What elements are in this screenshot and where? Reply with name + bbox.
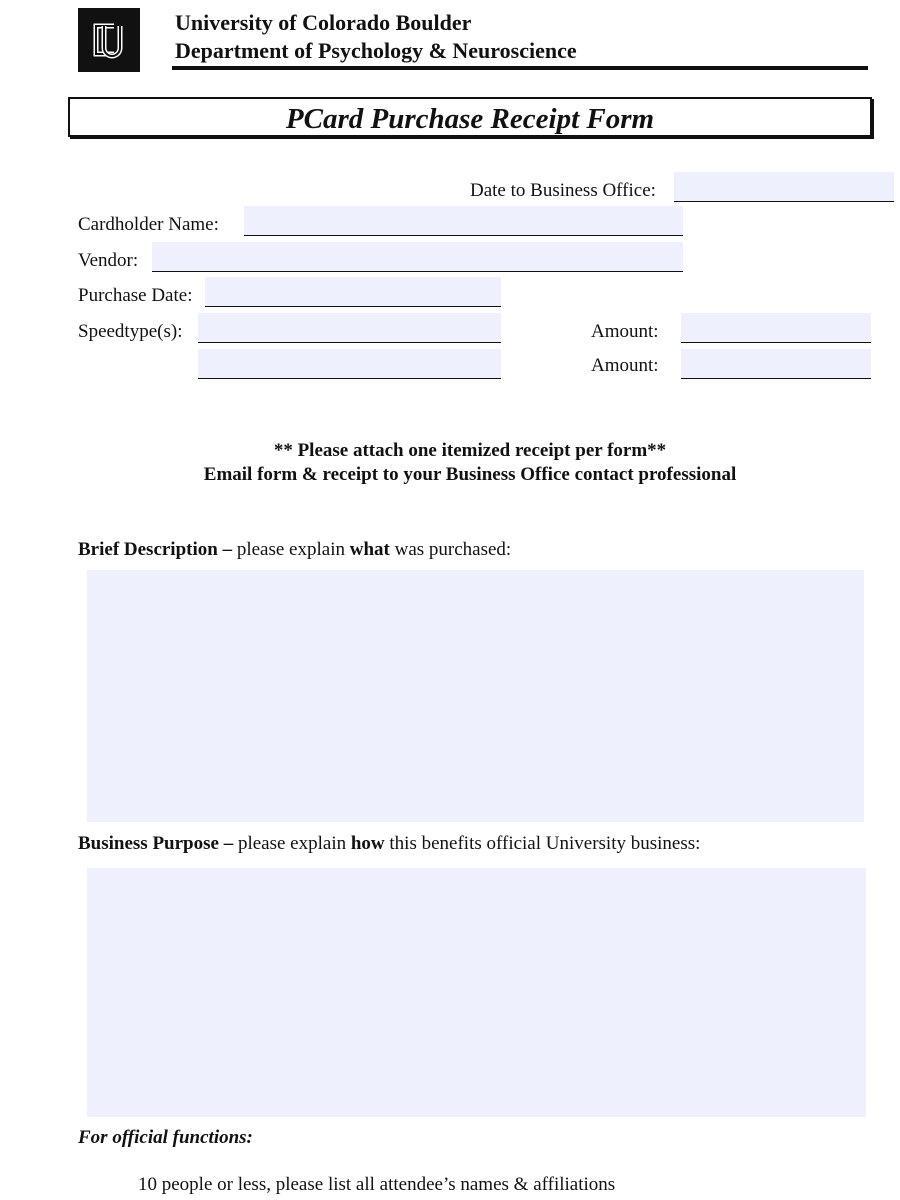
date-to-business-office-label: Date to Business Office:: [470, 180, 656, 201]
vendor-input[interactable]: [152, 242, 683, 272]
business-purpose-text-before: please explain: [237, 833, 351, 854]
cardholder-name-input[interactable]: [244, 206, 683, 236]
speedtype-input-2[interactable]: [198, 349, 501, 379]
university-name: University of Colorado Boulder: [175, 10, 472, 35]
official-functions-heading: For official functions:: [78, 1127, 253, 1148]
attach-receipt-notice: ** Please attach one itemized receipt per form**: [273, 440, 667, 461]
cu-logo: [78, 8, 140, 72]
brief-description-dash: –: [217, 539, 237, 560]
form-title: PCard Purchase Receipt Form: [285, 103, 655, 135]
amount-label-1: Amount:: [591, 321, 659, 342]
brief-description-textarea[interactable]: [87, 570, 864, 822]
speedtypes-label: Speedtype(s):: [78, 321, 183, 342]
form-title-box: [68, 97, 872, 137]
brief-description-emphasis: what: [349, 539, 390, 560]
purchase-date-label: Purchase Date:: [78, 285, 193, 306]
purchase-date-input[interactable]: [205, 277, 501, 307]
brief-description-label: [78, 539, 511, 561]
business-purpose-label: [78, 833, 700, 855]
speedtype-input-1[interactable]: [198, 313, 501, 343]
business-purpose-emphasis: how: [350, 833, 385, 854]
amount-input-1[interactable]: [681, 313, 871, 343]
amount-input-2[interactable]: [681, 349, 871, 379]
email-form-notice: Email form & receipt to your Business Office contact professional: [203, 464, 737, 485]
attendees-instruction: 10 people or less, please list all attendee’s names & affiliations: [138, 1174, 616, 1195]
cardholder-name-label: Cardholder Name:: [78, 214, 219, 235]
brief-description-heading: Brief Description: [78, 539, 218, 560]
business-purpose-text-after: this benefits official University business:: [384, 833, 701, 854]
brief-description-text-before: please explain: [236, 539, 350, 560]
date-to-business-office-input[interactable]: [674, 172, 894, 202]
business-purpose-textarea[interactable]: [87, 868, 866, 1117]
business-purpose-dash: –: [218, 833, 238, 854]
vendor-label: Vendor:: [78, 250, 139, 271]
business-purpose-heading: Business Purpose: [78, 833, 219, 854]
amount-label-2: Amount:: [591, 355, 659, 376]
brief-description-text-after: was purchased:: [389, 539, 512, 560]
department-name: Department of Psychology & Neuroscience: [175, 38, 577, 63]
cu-logo-icon: [78, 8, 140, 72]
header-rule: [172, 66, 868, 70]
